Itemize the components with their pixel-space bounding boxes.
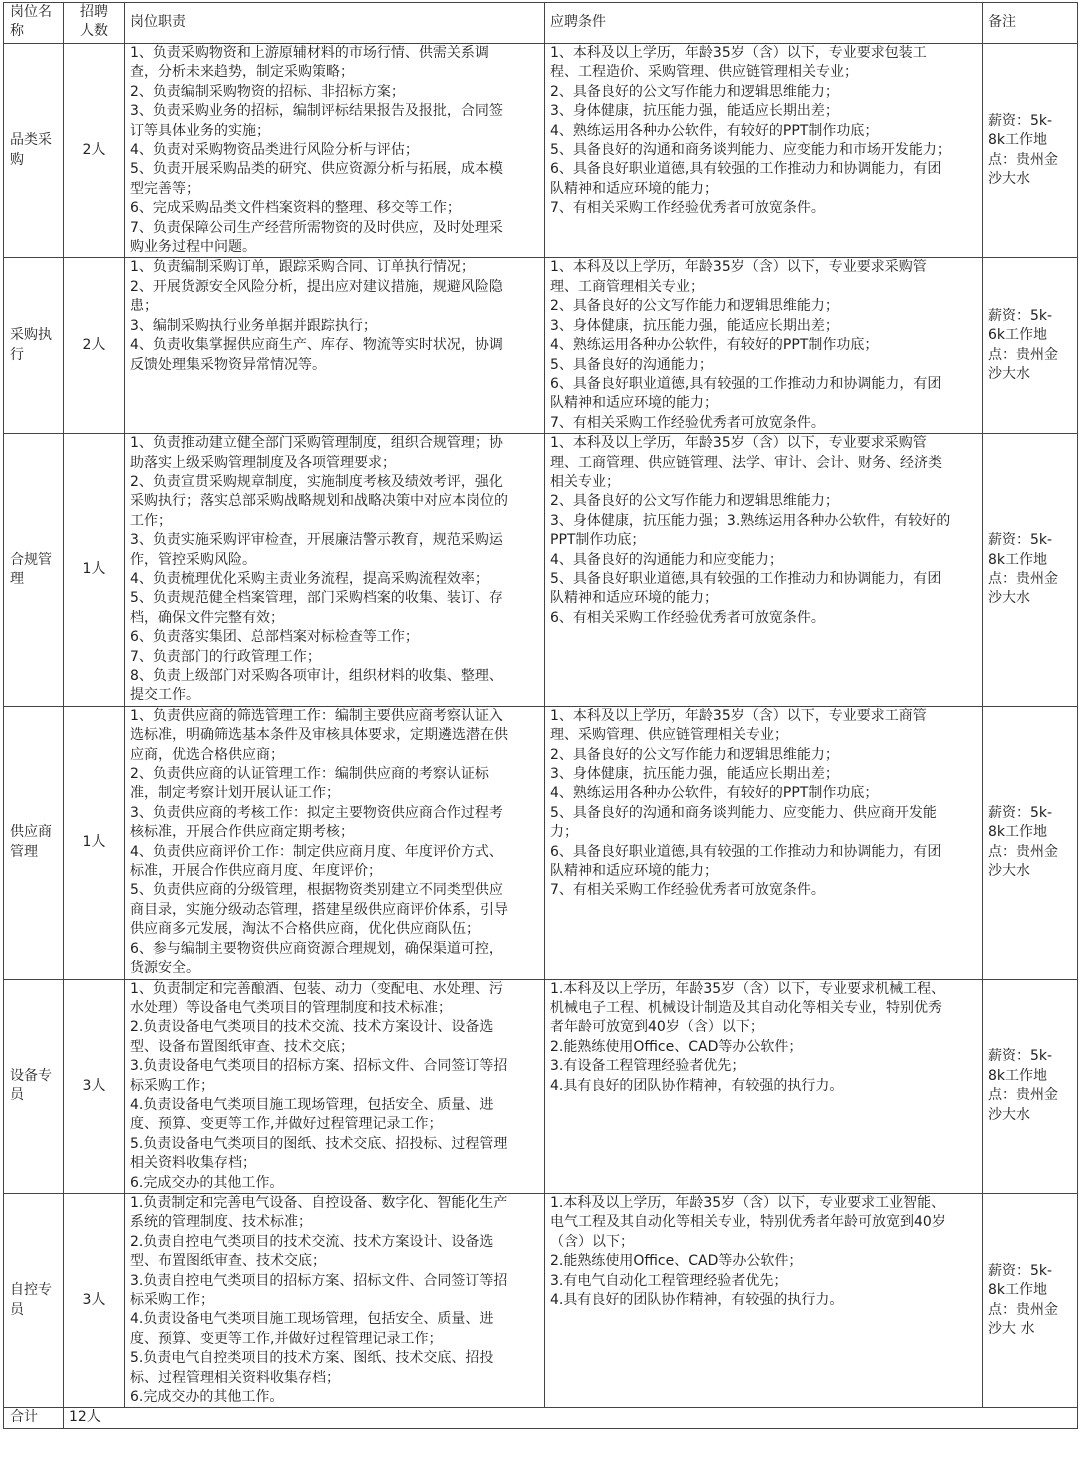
remark-cell-line: 8k工作地	[988, 551, 1048, 568]
remark-cell-line: 点：贵州金	[988, 346, 1058, 363]
duties-cell-line: 标采购工作；	[130, 1077, 214, 1094]
duties-cell-line: 标采购工作；	[130, 1292, 214, 1308]
duties-cell-line: 型、布置图纸审查、技术交底；	[130, 1253, 326, 1270]
requirements-cell-line: 1、本科及以上学历，年龄35岁（含）以下，专业要求采购管	[550, 435, 927, 452]
remark-cell-line: 薪资：5k-	[988, 307, 1053, 324]
duties-cell	[125, 1193, 545, 1407]
remark-cell-line: 沙大 水	[988, 1321, 1035, 1338]
requirements-cell	[545, 706, 983, 979]
requirements-cell-line: 队精神和适应环境的能力；	[550, 863, 718, 880]
duties-cell-line: 5.负责电气自控类项目的技术方案、图纸、技术交底、招投	[130, 1350, 494, 1367]
table-row	[4, 434, 1078, 707]
duties-cell-line: 2、负责供应商的认证管理工作：编制供应商的考察认证标	[130, 766, 489, 783]
remark-cell-line: 沙大水	[988, 1106, 1030, 1123]
duties-cell-line: 3、负责实施采购评审检查，开展廉洁警示教育，规范采购运	[130, 532, 503, 549]
duties-cell-line: 4、负责供应商评价工作：制定供应商月度、年度评价方式、	[130, 843, 503, 860]
duties-cell-line: 6、负责落实集团、总部档案对标检查等工作；	[130, 629, 419, 646]
duties-cell	[125, 258, 545, 434]
requirements-cell-line: 6、具备良好职业道德,具有较强的工作推动力和协调能力，有团	[550, 161, 942, 178]
header-requirements-label: 应聘条件	[550, 14, 606, 30]
duties-cell-line: 供应商多元发展，淘汰不合格供应商，优化供应商队伍；	[130, 921, 480, 938]
duties-cell-line: 标、过程管理相关资料收集存档；	[130, 1369, 340, 1386]
headcount: 1人	[64, 706, 125, 979]
duties-cell-line: 应商，优选合格供应商；	[130, 746, 284, 763]
requirements-cell-line: 4、具备良好的沟通能力和应变能力；	[550, 551, 783, 568]
table-row	[4, 44, 1078, 258]
table-row	[4, 258, 1078, 434]
remark-cell-line: 点：贵州金	[988, 843, 1058, 860]
duties-cell-line: 2.负责设备电气类项目的技术交流、技术方案设计、设备选	[130, 1019, 494, 1036]
position-name	[4, 434, 64, 707]
requirements-cell	[545, 258, 983, 434]
duties-cell-line: 型完善等；	[130, 180, 200, 197]
duties-cell-line: 5、负责开展采购品类的研究、供应资源分析与拓展，成本模	[130, 161, 503, 178]
remark-cell-line: 点：贵州金	[988, 1301, 1058, 1318]
duties-cell-line: 5、负责供应商的分级管理，根据物资类别建立不同类型供应	[130, 882, 503, 899]
remark-cell	[983, 979, 1078, 1193]
duties-cell-line: 订等具体业务的实施；	[130, 122, 270, 139]
requirements-cell-line: 者年龄可放宽到40岁（含）以下；	[550, 1019, 764, 1036]
duties-cell-line: 型、设备布置图纸审查、技术交底；	[130, 1038, 354, 1055]
requirements-cell	[545, 434, 983, 707]
duties-cell-line: 1、负责编制采购订单，跟踪采购合同、订单执行情况；	[130, 259, 475, 276]
duties-cell-line: 2.负责自控电气类项目的技术交流、技术方案设计、设备选	[130, 1233, 494, 1250]
requirements-cell-line: 1、本科及以上学历，年龄35岁（含）以下，专业要求包装工	[550, 45, 927, 61]
duties-cell-line: 1、负责推动建立健全部门采购管理制度，组织合规管理；协	[130, 435, 503, 452]
duties-cell-line: 工作；	[130, 512, 172, 529]
position-name-line: 采购执	[10, 327, 52, 344]
requirements-cell-line: （含）以下；	[550, 1233, 634, 1250]
requirements-cell-line: 6、具备良好职业道德,具有较强的工作推动力和协调能力，有团	[550, 843, 942, 860]
position-name	[4, 979, 64, 1193]
requirements-cell-line: 1.本科及以上学历，年龄35岁（含）以下，专业要求工业智能、	[550, 1194, 946, 1211]
requirements-cell-line: 3.有电气自动化工程管理经验者优先；	[550, 1272, 788, 1289]
duties-cell-line: 5、负责规范健全档案管理，部门采购档案的收集、装订、存	[130, 590, 503, 607]
position-name-line: 员	[10, 1301, 24, 1318]
requirements-cell	[545, 979, 983, 1193]
duties-cell-line: 档，确保文件完整有效；	[130, 609, 284, 626]
duties-cell-line: 货源安全。	[130, 960, 200, 977]
duties-cell-line: 核标准，开展合作供应商定期考核；	[130, 824, 354, 841]
duties-cell-line: 8、负责上级部门对采购各项审计，组织材料的收集、整理、	[130, 668, 503, 684]
duties-cell-line: 商目录，实施分级动态管理，搭建星级供应商评价体系，引导	[130, 901, 508, 918]
headcount: 3人	[64, 1193, 125, 1407]
requirements-cell	[545, 1193, 983, 1407]
duties-cell	[125, 434, 545, 707]
position-name-line: 自控专	[10, 1282, 52, 1299]
total-value: 12人	[64, 1408, 1078, 1429]
requirements-cell-line: 2、具备良好的公文写作能力和逻辑思维能力；	[550, 746, 839, 763]
remark-cell-line: 薪资：5k-	[988, 112, 1053, 129]
duties-cell-line: 助落实上级采购管理制度及各项管理要求；	[130, 454, 396, 471]
requirements-cell-line: 1、本科及以上学历，年龄35岁（含）以下，专业要求采购管	[550, 259, 927, 276]
requirements-cell-line: 2.能熟练使用Office、CAD等办公软件；	[550, 1253, 803, 1270]
requirements-cell-line: 7、有相关采购工作经验优秀者可放宽条件。	[550, 414, 825, 431]
requirements-cell-line: 2、具备良好的公文写作能力和逻辑思维能力；	[550, 298, 839, 315]
remark-cell	[983, 1193, 1078, 1407]
header-name	[4, 3, 64, 44]
header-count	[64, 3, 125, 44]
requirements-cell-line: PPT制作功底；	[550, 532, 646, 549]
duties-cell-line: 4、负责收集掌握供应商生产、库存、物流等实时状况，协调	[130, 337, 503, 354]
position-name	[4, 706, 64, 979]
requirements-cell-line: 理、工商管理相关专业；	[550, 278, 704, 295]
requirements-cell-line: 3、身体健康，抗压能力强，能适应长期出差；	[550, 766, 839, 783]
duties-cell-line: 1、负责采购物资和上游原辅材料的市场行情、供需关系调	[130, 45, 489, 61]
requirements-cell-line: 4、熟练运用各种办公软件，有较好的PPT制作功底；	[550, 785, 879, 802]
requirements-cell-line: 4、熟练运用各种办公软件，有较好的PPT制作功底；	[550, 337, 879, 354]
position-name	[4, 1193, 64, 1407]
requirements-cell-line: 7、有相关采购工作经验优秀者可放宽条件。	[550, 882, 825, 899]
duties-cell-line: 6、完成采购品类文件档案资料的整理、移交等工作；	[130, 200, 461, 217]
requirements-cell-line: 机械电子工程、机械设计制造及其自动化等相关专业，特别优秀	[550, 999, 942, 1016]
duties-cell-line: 采购执行；落实总部采购战略规划和战略决策中对应本岗位的	[130, 493, 508, 510]
requirements-cell-line: 3.有设备工程管理经验者优先；	[550, 1058, 746, 1075]
duties-cell	[125, 979, 545, 1193]
requirements-cell-line: 5、具备良好的沟通和商务谈判能力、应变能力、供应商开发能	[550, 804, 937, 821]
duties-cell-line: 提交工作。	[130, 687, 200, 704]
remark-cell-line: 8k工作地	[988, 824, 1048, 841]
remark-cell-line: 点：贵州金	[988, 570, 1058, 587]
header-remark	[983, 3, 1078, 44]
headcount: 1人	[64, 434, 125, 707]
header-requirements	[545, 3, 983, 44]
remark-cell-line: 薪资：5k-	[988, 804, 1053, 821]
remark-cell-line: 薪资：5k-	[988, 1262, 1053, 1279]
duties-cell-line: 3.负责自控电气类项目的招标方案、招标文件、合同签订等招	[130, 1272, 508, 1289]
requirements-cell-line: 程、工程造价、采购管理、供应链管理相关专业；	[550, 64, 858, 81]
duties-cell-line: 反馈处理集采物资异常情况等。	[130, 356, 326, 373]
remark-cell-line: 6k工作地	[988, 327, 1048, 344]
remark-cell-line: 薪资：5k-	[988, 1048, 1053, 1065]
duties-cell	[125, 44, 545, 258]
duties-cell-line: 作，管控采购风险。	[130, 551, 256, 568]
duties-cell-line: 选标准，明确筛选基本条件及审核具体要求，定期遴选潜在供	[130, 727, 508, 744]
requirements-cell-line: 6、具备良好职业道德,具有较强的工作推动力和协调能力，有团	[550, 375, 942, 392]
recruitment-table	[3, 2, 1078, 1429]
remark-cell	[983, 258, 1078, 434]
requirements-cell-line: 4、熟练运用各种办公软件，有较好的PPT制作功底；	[550, 122, 879, 139]
duties-cell-line: 3、负责采购业务的招标，编制评标结果报告及报批，合同签	[130, 103, 503, 120]
requirements-cell-line: 电气工程及其自动化等相关专业，特别优秀者年龄可放宽到40岁	[550, 1214, 946, 1231]
total-row	[4, 1408, 1078, 1429]
position-name-line: 管理	[10, 843, 38, 860]
position-name-line: 购	[10, 151, 24, 168]
duties-cell-line: 系统的管理制度、技术标准；	[130, 1214, 312, 1231]
duties-cell-line: 查，分析未来趋势，制定采购策略；	[130, 64, 354, 81]
duties-cell-line: 7、负责保障公司生产经营所需物资的及时供应，及时处理采	[130, 219, 503, 236]
requirements-cell-line: 3、身体健康，抗压能力强，能适应长期出差；	[550, 317, 839, 334]
duties-cell-line: 患；	[130, 298, 158, 315]
requirements-cell-line: 力；	[550, 824, 578, 841]
requirements-cell-line: 3、身体健康，抗压能力强；3.熟练运用各种办公软件，有较好的	[550, 512, 951, 529]
requirements-cell-line: 3、身体健康，抗压能力强，能适应长期出差；	[550, 103, 839, 120]
remark-cell	[983, 434, 1078, 707]
requirements-cell-line: 理、工商管理、供应链管理、法学、审计、会计、财务、经济类	[550, 454, 942, 471]
requirements-cell-line: 1、本科及以上学历，年龄35岁（含）以下，专业要求工商管	[550, 707, 927, 724]
remark-cell-line: 点：贵州金	[988, 151, 1058, 168]
duties-cell-line: 2、开展货源安全风险分析，提出应对建议措施，规避风险隐	[130, 278, 503, 295]
remark-cell-line: 沙大水	[988, 863, 1030, 880]
remark-cell-line: 8k工作地	[988, 1067, 1048, 1084]
position-name-line: 品类采	[10, 132, 52, 149]
duties-cell-line: 6、参与编制主要物资供应商资源合理规划，确保渠道可控，	[130, 940, 503, 957]
headcount: 2人	[64, 258, 125, 434]
requirements-cell-line: 5、具备良好职业道德,具有较强的工作推动力和协调能力，有团	[550, 570, 942, 587]
header-duties	[125, 3, 545, 44]
header-name-line: 岗位名	[10, 4, 52, 20]
requirements-cell	[545, 44, 983, 258]
duties-cell-line: 4.负责设备电气类项目施工现场管理，包括安全、质量、进	[130, 1096, 494, 1113]
headcount: 3人	[64, 979, 125, 1193]
duties-cell-line: 4、负责梳理优化采购主责业务流程，提高采购流程效率；	[130, 570, 489, 587]
duties-cell-line: 度、预算、变更等工作,并做好过程管理记录工作；	[130, 1330, 443, 1347]
position-name-line: 合规管	[10, 551, 52, 568]
headcount: 2人	[64, 44, 125, 258]
header-count-line: 招聘	[80, 4, 108, 20]
remark-cell-line: 沙大水	[988, 590, 1030, 607]
requirements-cell-line: 2.能熟练使用Office、CAD等办公软件；	[550, 1038, 803, 1055]
duties-cell-line: 准，制定考察计划开展认证工作；	[130, 785, 340, 802]
duties-cell-line: 4、负责对采购物资品类进行风险分析与评估；	[130, 142, 419, 159]
duties-cell	[125, 706, 545, 979]
requirements-cell-line: 1.本科及以上学历，年龄35岁（含）以下，专业要求机械工程、	[550, 980, 946, 997]
duties-cell-line: 标准，开展合作供应商月度、年度评价；	[130, 863, 382, 880]
duties-cell-line: 5.负责设备电气类项目的图纸、技术交底、招投标、过程管理	[130, 1135, 508, 1152]
table-row	[4, 979, 1078, 1193]
remark-cell-line: 8k工作地	[988, 132, 1048, 149]
requirements-cell-line: 5、具备良好的沟通能力；	[550, 356, 713, 373]
position-name-line: 员	[10, 1087, 24, 1104]
remark-cell-line: 薪资：5k-	[988, 532, 1053, 549]
remark-cell-line: 沙大水	[988, 171, 1030, 188]
requirements-cell-line: 4.具有良好的团队协作精神，有较强的执行力。	[550, 1292, 844, 1308]
position-name-line: 理	[10, 570, 24, 587]
duties-cell-line: 2、负责编制采购物资的招标、非招标方案；	[130, 83, 405, 100]
duties-cell-line: 6.完成交办的其他工作。	[130, 1389, 284, 1406]
requirements-cell-line: 队精神和适应环境的能力；	[550, 590, 718, 607]
position-name-line: 行	[10, 346, 24, 363]
header-row	[4, 3, 1078, 44]
duties-cell-line: 相关资料收集存档；	[130, 1155, 256, 1172]
requirements-cell-line: 队精神和适应环境的能力；	[550, 180, 718, 197]
requirements-cell-line: 4.具有良好的团队协作精神，有较强的执行力。	[550, 1077, 844, 1094]
header-duties-label: 岗位职责	[130, 14, 186, 30]
position-name	[4, 44, 64, 258]
requirements-cell-line: 7、有相关采购工作经验优秀者可放宽条件。	[550, 200, 825, 217]
table-row	[4, 1193, 1078, 1407]
total-label: 合计	[4, 1408, 64, 1429]
position-name-line: 设备专	[10, 1067, 52, 1084]
header-count-line: 人数	[80, 23, 108, 40]
table-row	[4, 706, 1078, 979]
duties-cell-line: 1、负责制定和完善酿酒、包装、动力（变配电、水处理、污	[130, 980, 503, 997]
duties-cell-line: 7、负责部门的行政管理工作；	[130, 648, 321, 665]
duties-cell-line: 6.完成交办的其他工作。	[130, 1174, 284, 1191]
position-name	[4, 258, 64, 434]
remark-cell-line: 点：贵州金	[988, 1087, 1058, 1104]
header-name-line: 称	[10, 23, 24, 40]
remark-cell	[983, 44, 1078, 258]
requirements-cell-line: 相关专业；	[550, 473, 620, 490]
requirements-cell-line: 2、具备良好的公文写作能力和逻辑思维能力；	[550, 83, 839, 100]
duties-cell-line: 1、负责供应商的筛选管理工作：编制主要供应商考察认证入	[130, 707, 503, 724]
duties-cell-line: 购业务过程中问题。	[130, 239, 256, 256]
duties-cell-line: 度、预算、变更等工作,并做好过程管理记录工作；	[130, 1116, 443, 1133]
requirements-cell-line: 6、有相关采购工作经验优秀者可放宽条件。	[550, 609, 825, 626]
remark-cell-line: 沙大水	[988, 366, 1030, 383]
duties-cell-line: 2、负责宣贯采购规章制度，实施制度考核及绩效考评，强化	[130, 473, 503, 490]
duties-cell-line: 3.负责设备电气类项目的招标方案、招标文件、合同签订等招	[130, 1058, 508, 1075]
duties-cell-line: 1.负责制定和完善电气设备、自控设备、数字化、智能化生产	[130, 1194, 508, 1211]
duties-cell-line: 3、编制采购执行业务单据并跟踪执行；	[130, 317, 377, 334]
duties-cell-line: 水处理）等设备电气类项目的管理制度和技术标准；	[130, 999, 452, 1016]
requirements-cell-line: 理、采购管理、供应链管理相关专业；	[550, 727, 788, 744]
duties-cell-line: 3、负责供应商的考核工作：拟定主要物资供应商合作过程考	[130, 804, 503, 821]
requirements-cell-line: 队精神和适应环境的能力；	[550, 395, 718, 412]
requirements-cell-line: 2、具备良好的公文写作能力和逻辑思维能力；	[550, 493, 839, 510]
requirements-cell-line: 5、具备良好的沟通和商务谈判能力、应变能力和市场开发能力；	[550, 142, 951, 159]
header-remark-label: 备注	[988, 14, 1016, 30]
duties-cell-line: 4.负责设备电气类项目施工现场管理，包括安全、质量、进	[130, 1311, 494, 1328]
remark-cell	[983, 706, 1078, 979]
position-name-line: 供应商	[10, 824, 52, 841]
remark-cell-line: 8k工作地	[988, 1282, 1048, 1299]
